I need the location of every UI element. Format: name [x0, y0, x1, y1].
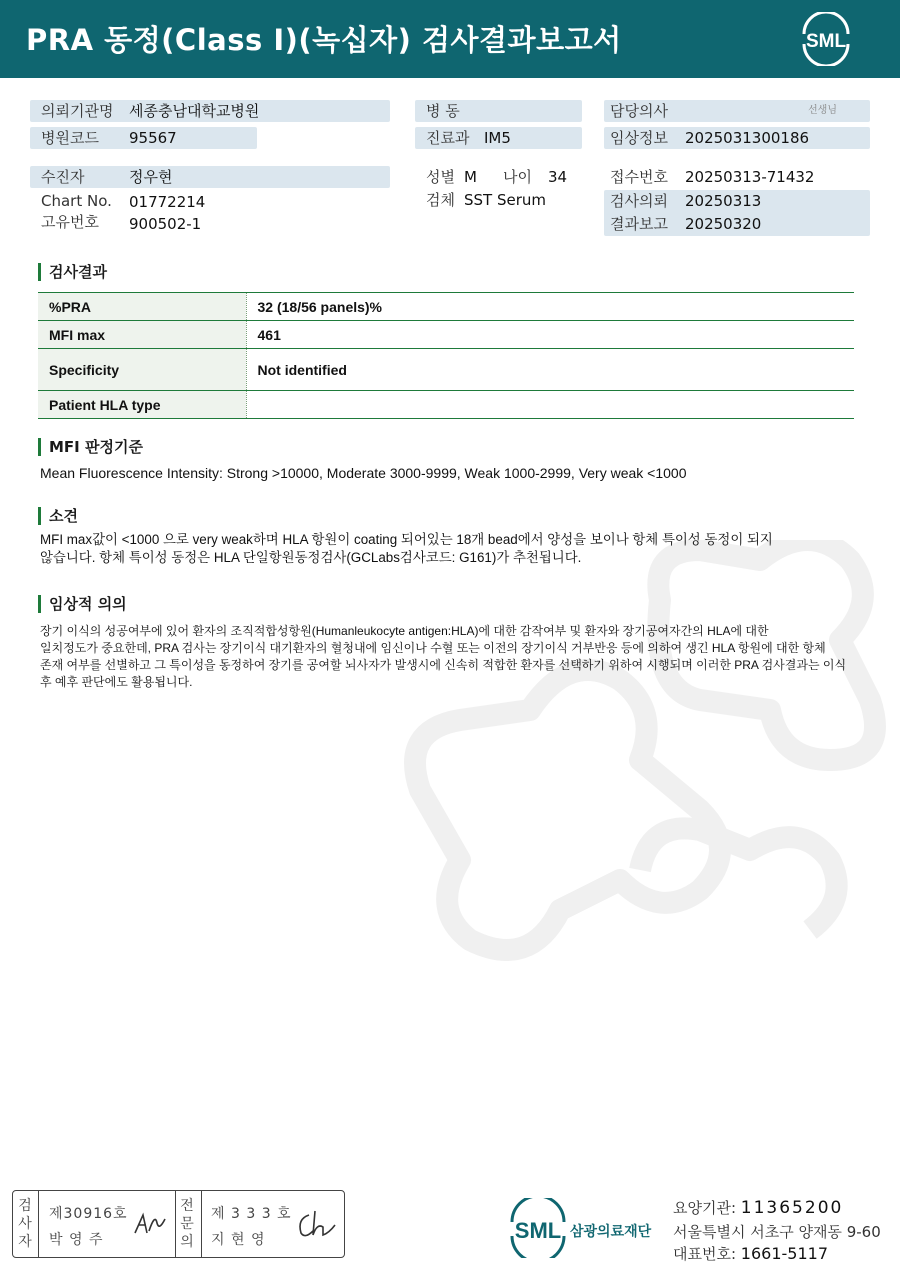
specialist-signature	[295, 1207, 337, 1241]
report-value: 20250320	[685, 215, 762, 233]
result-value: 32 (18/56 panels)%	[246, 293, 854, 321]
specialist-name: 지 현 영	[211, 1232, 266, 1248]
clinical-line: 후 예후 판단에도 활용됩니다.	[40, 675, 193, 689]
clinical-info-value: 2025031300186	[685, 129, 810, 147]
report-label: 결과보고	[610, 215, 668, 233]
clinical-line: 장기 이식의 성공여부에 있어 환자의 조직적합성항원(Humanleukocyte antigen:HLA)에 대한 감작여부 및 환자와 장기공여자간의 HLA에 대한	[40, 624, 769, 638]
age-value: 34	[548, 168, 568, 186]
sex-label: 성별	[426, 168, 455, 186]
opinion-line: MFI max값이 <1000 으로 very weak하며 HLA 항원이 coating 되어있는 18개 bead에서 양성을 보이나 항체 특이성 동정이 되지	[40, 532, 773, 547]
dept-value: IM5	[484, 129, 511, 147]
brand-name: 삼광의료재단	[570, 1224, 652, 1240]
report-header	[0, 0, 900, 78]
clinical-line: 일치정도가 중요한데, PRA 검사는 장기이식 대기환자의 혈청내에 임신이나 수혈 또는 이전의 장기이식 거부반응 등에 의하여 생긴 HLA 항원에 대한 항체	[40, 641, 826, 655]
signature-stamp	[12, 1190, 345, 1258]
specialist-number: 제 3 3 3 호	[211, 1206, 292, 1222]
hospital-code-label: 병원코드	[41, 129, 99, 147]
result-key: %PRA	[38, 293, 246, 321]
footer-logo-text: SML	[514, 1218, 562, 1243]
doctor-label: 담당의사	[610, 102, 668, 120]
result-key: Specificity	[38, 349, 246, 391]
opinion-line: 않습니다. 항체 특이성 동정은 HLA 단일항원동정검사(GCLabs검사코드: G161)가 추천됩니다.	[40, 550, 582, 565]
clinical-section-title: 임상적 의의	[38, 595, 127, 613]
watermark-graphic	[360, 540, 900, 1000]
sex-value: M	[464, 168, 477, 186]
table-row	[38, 293, 854, 321]
sml-logo-icon	[796, 12, 856, 66]
chart-value: 01772214	[129, 193, 206, 211]
clinical-text	[40, 623, 852, 691]
dept-label: 진료과	[426, 129, 470, 147]
care-code-value: 11365200	[740, 1198, 844, 1218]
care-code: 요양기관: 11365200	[673, 1198, 844, 1218]
result-value: Not identified	[246, 349, 854, 391]
mfi-criteria-text: Mean Fluorescence Intensity: Strong >10000, Moderate 3000-9999, Weak 1000-2999, Very weak <1000	[40, 465, 687, 481]
tester-name: 박 영 주	[49, 1232, 104, 1248]
specimen-label: 검체	[426, 191, 455, 209]
table-row	[38, 349, 854, 391]
results-section-title: 검사결과	[38, 263, 107, 281]
care-code-label: 요양기관	[673, 1199, 731, 1217]
doctor-suffix: 선생님	[808, 105, 837, 116]
opinion-section-title: 소견	[38, 507, 78, 525]
ward-label: 병 동	[426, 102, 460, 120]
mfi-section-title: MFI 판정기준	[38, 438, 143, 456]
chart-label: Chart No.	[41, 192, 112, 210]
phone-label: 대표번호	[673, 1245, 731, 1263]
institution-label: 의뢰기관명	[41, 102, 114, 120]
tester-signature	[131, 1209, 167, 1239]
patient-value: 정우현	[129, 168, 173, 186]
receipt-value: 20250313-71432	[685, 168, 815, 186]
patient-label: 수진자	[41, 168, 85, 186]
request-value: 20250313	[685, 192, 762, 210]
table-row	[38, 321, 854, 349]
result-value	[246, 391, 854, 419]
id-value: 900502-1	[129, 215, 202, 233]
institution-value: 세종충남대학교병원	[129, 102, 260, 120]
opinion-text	[40, 531, 852, 567]
specimen-value: SST Serum	[464, 191, 547, 209]
hospital-code-value: 95567	[129, 129, 177, 147]
result-key: Patient HLA type	[38, 391, 246, 419]
specialist-label: 전 문 의	[180, 1198, 194, 1250]
request-label: 검사의뢰	[610, 192, 668, 210]
tester-number: 제30916호	[49, 1206, 128, 1222]
table-row	[38, 391, 854, 419]
report-title: PRA 동정(Class I)(녹십자) 검사결과보고서	[26, 23, 622, 57]
tester-label: 검 사 자	[18, 1198, 32, 1250]
foundation-logo	[508, 1198, 668, 1258]
address-text: 서울특별시 서초구 양재동 9-60	[673, 1223, 881, 1241]
result-key: MFI max	[38, 321, 246, 349]
logo-text: SML	[805, 31, 847, 52]
age-label: 나이	[503, 168, 532, 186]
receipt-label: 접수번호	[610, 168, 668, 186]
phone: 대표번호: 1661-5117	[673, 1244, 829, 1263]
clinical-line: 존재 여부를 선별하고 그 특이성을 동정하여 장기를 공여할 뇌사자가 발생시에 신속히 적합한 환자를 선택하기 위하여 시행되며 이러한 PRA 검사결과는 이식	[40, 658, 847, 672]
clinical-info-label: 임상정보	[610, 129, 668, 147]
results-table	[38, 292, 854, 419]
phone-value: 1661-5117	[740, 1244, 829, 1263]
result-value: 461	[246, 321, 854, 349]
id-label: 고유번호	[41, 213, 99, 231]
